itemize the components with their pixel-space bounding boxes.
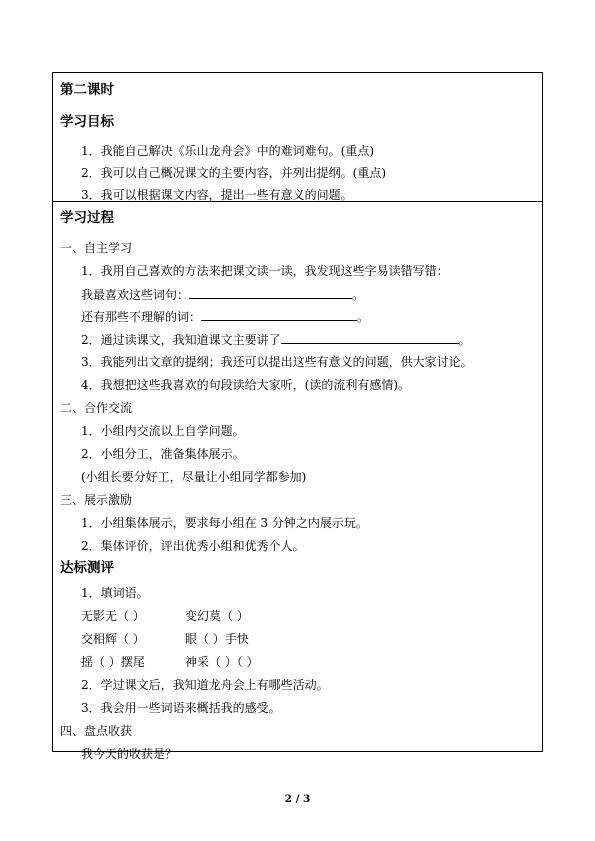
- fill-blank-item: 眼（ ）手快: [185, 632, 249, 646]
- part2-title: 二、合作交流: [60, 401, 133, 415]
- fill-blank-item: 交相辉（ ）: [81, 632, 145, 646]
- main-content-blank[interactable]: [281, 332, 459, 344]
- process-heading: 学习过程: [60, 210, 114, 226]
- test-item-1: 1．填词语。: [81, 586, 149, 600]
- period: 。: [352, 288, 365, 302]
- showcase-item: 1．小组集体展示，要求每小组在 3 分钟之内展示玩。: [81, 516, 368, 530]
- goal-item: 2．我可以自己概况课文的主要内容，并列出提纲。(重点): [81, 166, 387, 180]
- cooperation-note: (小组长要分好工，尽量让小组同学都参加): [81, 470, 307, 484]
- fill-blank-item: 摇（ ）摆尾: [81, 655, 145, 669]
- page-number: 2 / 3: [284, 793, 311, 805]
- like-words-blank[interactable]: [189, 287, 352, 299]
- fill-blank-item: 变幻莫（ ）: [185, 609, 249, 623]
- period: 。: [357, 310, 370, 324]
- showcase-item: 2．集体评价，评出优秀小组和优秀个人。: [81, 539, 305, 553]
- like-words-row: [81, 287, 364, 302]
- goals-heading: 学习目标: [60, 114, 114, 130]
- fill-blank-item: 神采（ ）（ ）: [185, 655, 259, 669]
- goals-cell: [53, 73, 542, 201]
- unclear-words-label: 还有那些不理解的词：: [81, 310, 202, 324]
- test-item-2: 2．学过课文后，我知道龙舟会上有哪些活动。: [81, 678, 329, 692]
- fill-blank-item: 无影无（ ）: [81, 609, 145, 623]
- self-study-item-1: 1．我用自己喜欢的方法来把课文读一读，我发现这些字易读错写错：: [81, 264, 449, 278]
- part3-title: 三、展示激励: [60, 493, 133, 507]
- worksheet-table: [52, 72, 543, 761]
- process-cell: [53, 201, 542, 761]
- summary-title: 四、盘点收获: [60, 724, 133, 738]
- self-study-item-4: 4．我想把这些我喜欢的句段读给大家听，(读的流利有感情)。: [81, 378, 411, 392]
- unclear-words-row: [81, 309, 369, 324]
- like-words-label: 我最喜欢这些词句：: [81, 288, 190, 302]
- part1-title: 一、自主学习: [60, 241, 133, 255]
- goal-item: 1．我能自己解决《乐山龙舟会》中的难词难句。(重点): [81, 144, 375, 158]
- cooperation-item: 1．小组内交流以上自学问题。: [81, 424, 245, 438]
- item2-label: 2．通过读课文，我知道课文主要讲了: [81, 333, 281, 347]
- self-study-item-2: [81, 332, 471, 347]
- self-study-item-3: 3．我能列出文章的提纲；我还可以提出这些有意义的问题，供大家讨论。: [81, 355, 473, 369]
- lesson-title: 第二课时: [60, 82, 114, 98]
- period: 。: [458, 333, 471, 347]
- unclear-words-blank[interactable]: [201, 309, 357, 321]
- summary-prompt: 我今天的收获是？: [81, 747, 178, 761]
- cooperation-item: 2．小组分工，准备集体展示。: [81, 447, 245, 461]
- goal-item: 3．我可以根据课文内容，提出一些有意义的问题。: [81, 188, 353, 202]
- test-item-3: 3．我会用一些词语来概括我的感受。: [81, 701, 281, 715]
- test-heading: 达标测评: [60, 560, 114, 576]
